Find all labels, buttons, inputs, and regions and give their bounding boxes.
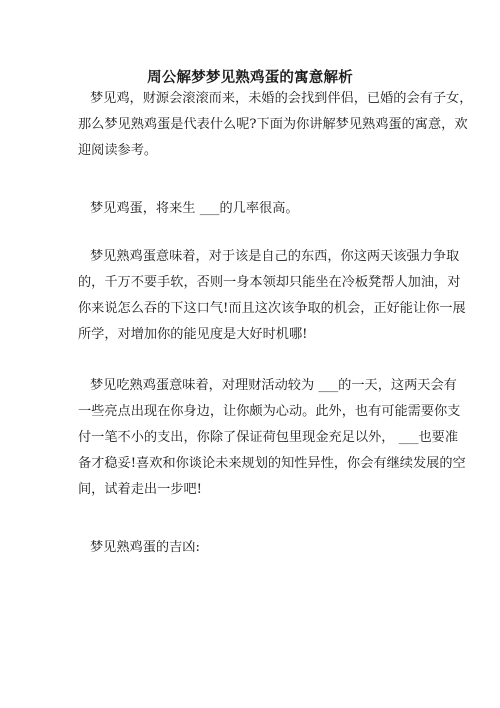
paragraph-cooked-egg bbox=[78, 244, 466, 348]
paragraph-fortune-heading bbox=[78, 535, 430, 561]
document-title: 周公解梦梦见熟鸡蛋的寓意解析 bbox=[147, 69, 353, 86]
paragraph-line: 的，千万不要手软，否则一身本领却只能坐在冷板凳帮人加油，对 bbox=[78, 275, 461, 290]
paragraph-line: 付一笔不小的支出，你除了保证荷包里现金充足以外， ___也要准 bbox=[78, 430, 459, 445]
paragraph-line: 所学，对增加你的能见度是大好时机哪! bbox=[78, 327, 308, 342]
paragraph-egg-dream bbox=[78, 196, 430, 222]
paragraph-line: 梦见吃熟鸡蛋意味着，对理财活动较为 ___的一天，这两天会有 bbox=[90, 378, 457, 393]
paragraph-line: 梦见鸡蛋，将来生 ___的几率很高。 bbox=[90, 201, 299, 216]
paragraph-line: 梦见熟鸡蛋意味着，对于该是自己的东西，你这两天该强力争取 bbox=[90, 249, 460, 264]
paragraph-line: 你来说怎么吞的下这口气!而且这次该争取的机会，正好能让你一展 bbox=[78, 301, 466, 316]
paragraph-line: 备才稳妥!喜欢和你谈论未来规划的知性异性，你会有继续发展的空 bbox=[78, 456, 466, 471]
paragraph-line: 间，试着走出一步吧! bbox=[78, 482, 202, 497]
paragraph-line: 梦见熟鸡蛋的吉凶: bbox=[90, 540, 200, 555]
paragraph-line: 迎阅读参考。 bbox=[78, 143, 158, 158]
paragraph-line: 一些亮点出现在你身边，让你颇为心动。此外，也有可能需要你支 bbox=[78, 404, 461, 419]
paragraph-intro bbox=[78, 86, 473, 164]
paragraph-line: 梦见鸡，财源会滚滚而来，未婚的会找到伴侣，已婚的会有子女， bbox=[90, 91, 473, 106]
paragraph-line: 那么梦见熟鸡蛋是代表什么呢?下面为你讲解梦见熟鸡蛋的寓意，欢 bbox=[78, 117, 468, 132]
paragraph-eat-cooked-egg bbox=[78, 373, 466, 503]
